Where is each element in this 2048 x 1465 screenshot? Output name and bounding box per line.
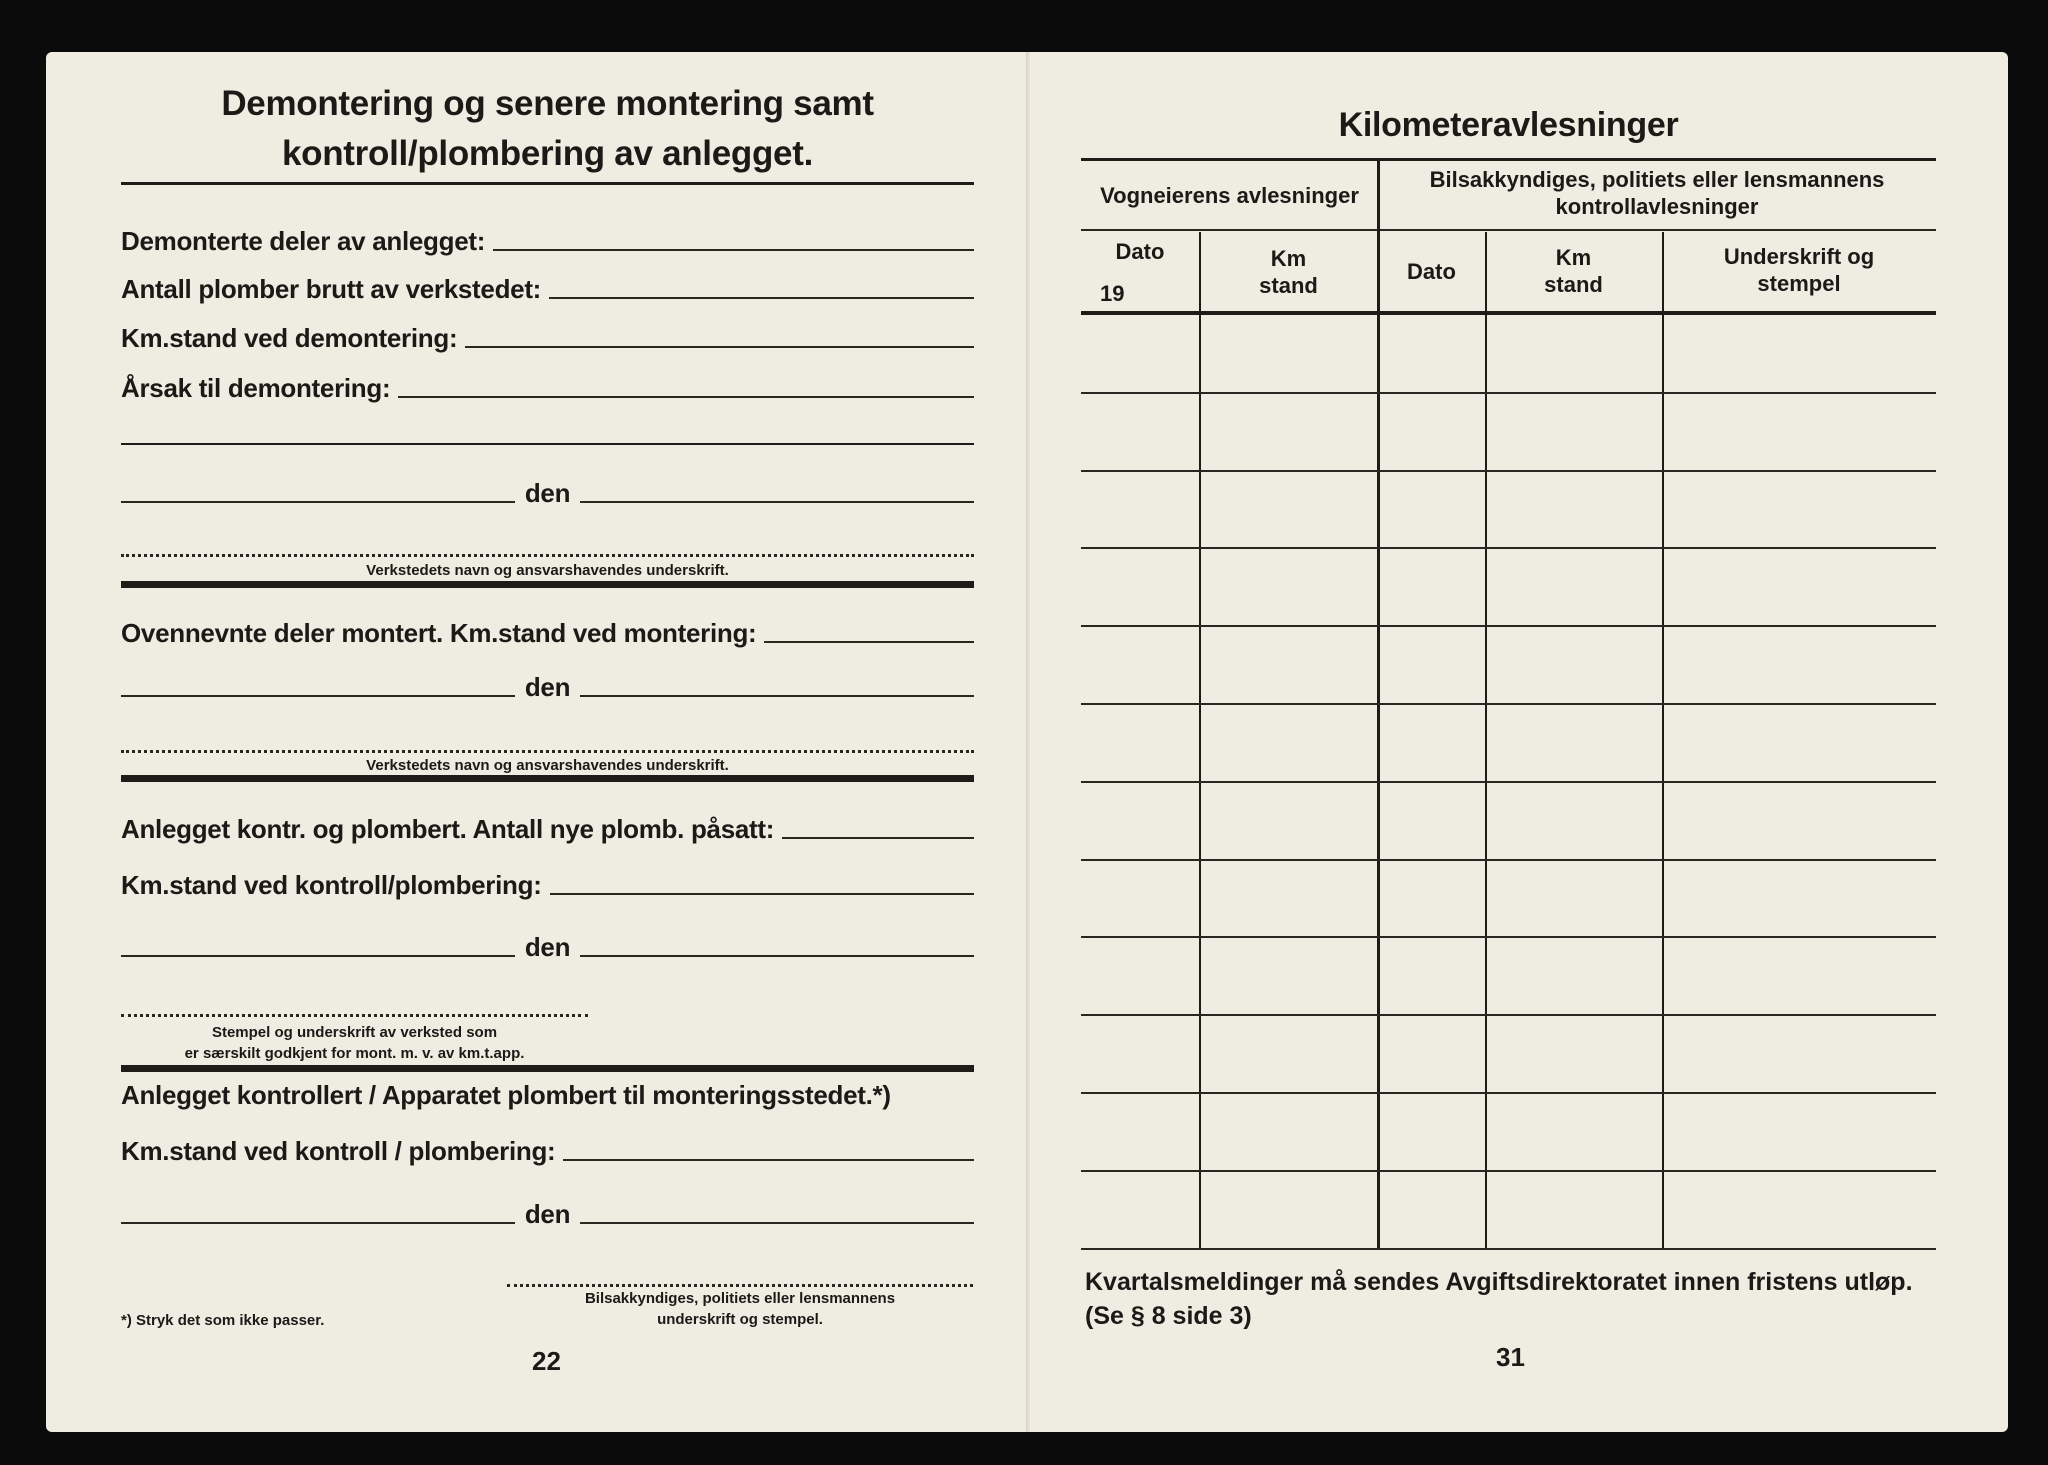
place-line[interactable] [121, 501, 515, 503]
table-row-line [1081, 703, 1936, 705]
date-line[interactable] [580, 955, 974, 957]
label: Km.stand ved demontering: [121, 323, 458, 353]
header-bottom-rule [1081, 311, 1936, 315]
left-title-line1: Demontering og senere montering samt [221, 84, 874, 123]
caption-verksted: Verkstedets navn og ansvarshavendes underskrift. [366, 562, 729, 579]
table-row-line [1081, 781, 1936, 783]
col-underskrift-1: Underskrift og [1723, 244, 1875, 269]
col-dato-control: Dato [1407, 259, 1456, 284]
group-control-header-2: kontrollavlesninger [1555, 194, 1759, 219]
date-line[interactable] [580, 695, 974, 697]
footnote: *) Stryk det som ikke passer. [121, 1312, 325, 1329]
caption-stempel-1: Stempel og underskrift av verksted som [211, 1024, 498, 1041]
place-line[interactable] [121, 955, 515, 957]
input-line[interactable] [550, 893, 974, 895]
den-label: den [524, 672, 571, 702]
group-owner-header: Vogneierens avlesninger [1100, 183, 1359, 208]
den-label: den [524, 1199, 571, 1229]
field-ovennevnte[interactable] [121, 618, 974, 649]
authority-signature-line[interactable] [507, 1284, 973, 1287]
signature-line[interactable] [121, 554, 974, 557]
field-km-kontroll-2[interactable] [121, 1136, 974, 1167]
field-place-date-2[interactable] [121, 672, 974, 703]
column-line [1662, 232, 1664, 1250]
section-divider [121, 775, 974, 782]
field-plomber-brutt[interactable] [121, 274, 974, 305]
input-line[interactable] [782, 837, 974, 839]
label: Antall plomber brutt av verkstedet: [121, 274, 542, 304]
den-label: den [524, 932, 571, 962]
table-row-line [1081, 1092, 1936, 1094]
input-line[interactable] [549, 297, 974, 299]
left-title-line2: kontroll/plombering av anlegget. [281, 134, 814, 173]
den-label: den [524, 478, 571, 508]
field-place-date-3[interactable] [121, 932, 974, 963]
caption-stempel-2: er særskilt godkjent for mont. m. v. av km.t.app. [184, 1045, 525, 1062]
col-km-control-2: stand [1544, 272, 1603, 297]
input-line[interactable] [563, 1159, 974, 1161]
group-divider [1377, 160, 1380, 1250]
title-rule [121, 182, 974, 185]
table-row-line [1081, 470, 1936, 472]
table-row-line [1081, 625, 1936, 627]
right-title: Kilometeravlesninger [1338, 106, 1679, 144]
page-number-right: 31 [1496, 1342, 1525, 1372]
table-row-line [1081, 1014, 1936, 1016]
input-line[interactable] [465, 346, 974, 348]
field-km-demontering[interactable] [121, 323, 974, 354]
stamp-signature-line[interactable] [121, 1014, 588, 1017]
place-line[interactable] [121, 695, 515, 697]
field-km-kontroll[interactable] [121, 870, 974, 901]
field-anlegget-kontr[interactable] [121, 814, 974, 845]
field-arsak[interactable] [121, 373, 974, 404]
signature-line[interactable] [121, 750, 974, 753]
heading-anlegget-kontrollert [121, 1080, 974, 1111]
label: Ovennevnte deler montert. Km.stand ved montering: [121, 618, 757, 648]
table-row-line [1081, 936, 1936, 938]
place-line[interactable] [121, 1222, 515, 1224]
input-line-extra[interactable] [121, 443, 974, 445]
footer-note-2: (Se § 8 side 3) [1085, 1302, 1252, 1330]
table-row-line [1081, 392, 1936, 394]
col-km-2: stand [1259, 273, 1318, 298]
table-top-rule [1081, 158, 1936, 161]
col-km-control-1: Km [1555, 245, 1592, 270]
section-divider [121, 581, 974, 588]
footer-note-1: Kvartalsmeldinger må sendes Avgiftsdirektoratet innen fristens utløp. [1085, 1268, 1913, 1296]
date-line[interactable] [580, 501, 974, 503]
date-line[interactable] [580, 1222, 974, 1224]
col-dato-year: 19 [1100, 281, 1125, 306]
col-dato: Dato [1115, 239, 1165, 264]
page-fold [1026, 52, 1030, 1432]
col-underskrift-2: stempel [1757, 271, 1841, 296]
label: Demonterte deler av anlegget: [121, 226, 486, 256]
table-row-line [1081, 1248, 1936, 1250]
input-line[interactable] [493, 249, 974, 251]
header-split-line [1081, 229, 1936, 231]
label: Km.stand ved kontroll / plombering: [121, 1136, 556, 1166]
table-row-line [1081, 1170, 1936, 1172]
input-line[interactable] [764, 641, 974, 643]
label: Årsak til demontering: [121, 373, 391, 403]
label: Anlegget kontrollert / Apparatet plombert til monteringsstedet.*) [121, 1080, 891, 1110]
column-line [1485, 232, 1487, 1250]
page-number-left: 22 [532, 1346, 561, 1376]
caption-bilsakkyndig-2: underskrift og stempel. [657, 1311, 823, 1328]
field-place-date-1[interactable] [121, 478, 974, 509]
caption-bilsakkyndig-1: Bilsakkyndiges, politiets eller lensmannens [584, 1290, 896, 1307]
section-divider [121, 1065, 974, 1072]
label: Km.stand ved kontroll/plombering: [121, 870, 542, 900]
caption-verksted: Verkstedets navn og ansvarshavendes underskrift. [366, 757, 729, 774]
col-km-1: Km [1270, 246, 1307, 271]
table-row-line [1081, 547, 1936, 549]
column-line [1199, 232, 1201, 1250]
input-line[interactable] [398, 396, 974, 398]
label: Anlegget kontr. og plombert. Antall nye plomb. påsatt: [121, 814, 775, 844]
field-place-date-4[interactable] [121, 1199, 974, 1230]
field-demonterte[interactable] [121, 226, 974, 257]
group-control-header-1: Bilsakkyndiges, politiets eller lensmannens [1429, 167, 1885, 192]
table-row-line [1081, 859, 1936, 861]
